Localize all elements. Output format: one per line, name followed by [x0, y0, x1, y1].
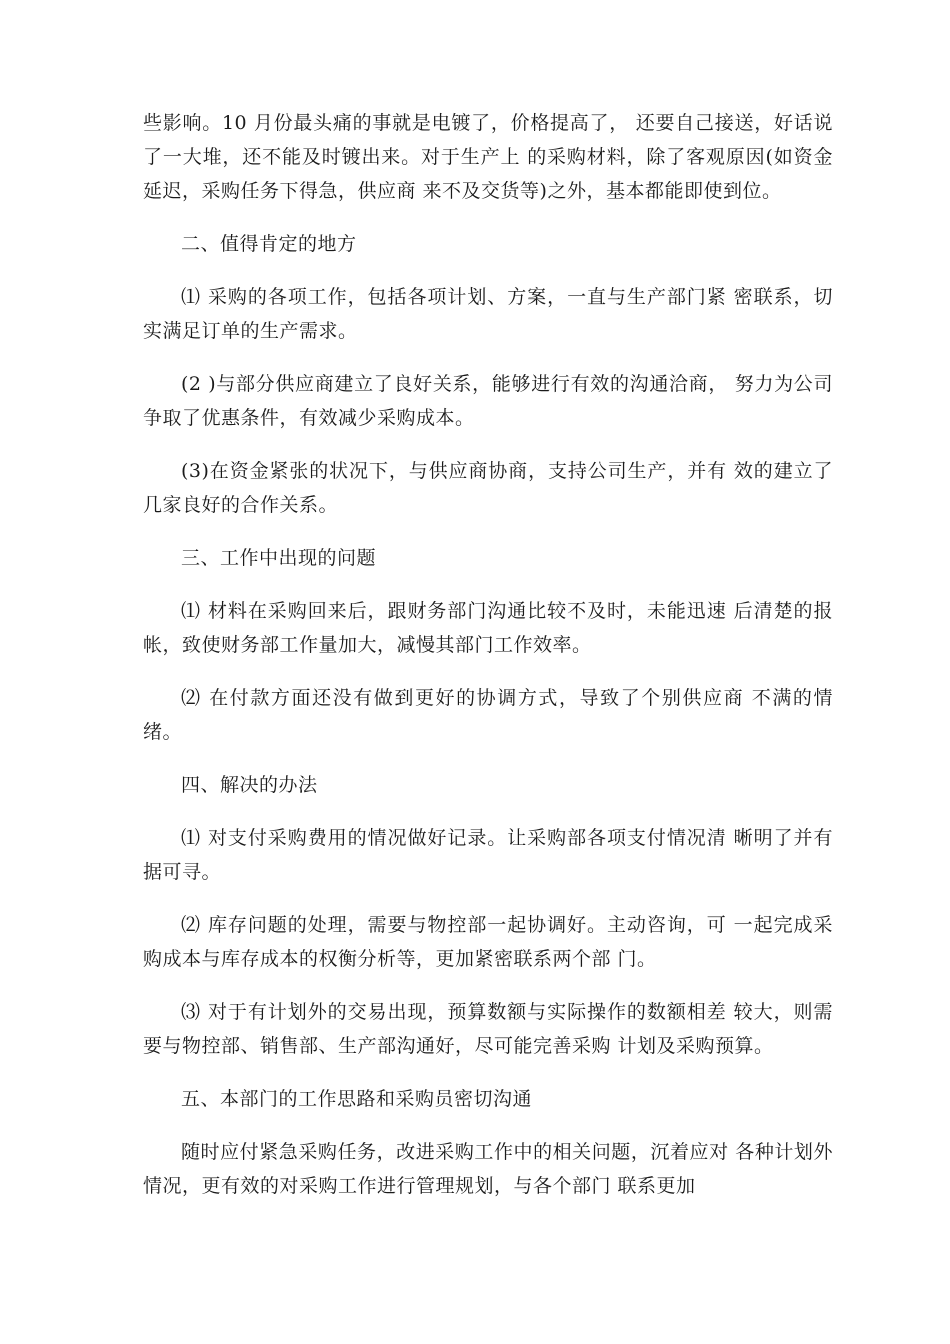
intro-paragraph: 些影响。10 月份最头痛的事就是电镀了，价格提高了， 还要自己接送，好话说了一大堆，还不能及时镀出来。对于生产上 的采购材料，除了客观原因(如资金延迟，采购任务下得急，供应商 来不及交货等)之外，基本都能即使到位。: [143, 112, 833, 202]
problem-item-1: ⑴ 材料在采购回来后，跟财务部门沟通比较不及时，未能迅速 后清楚的报帐，致使财务部工作量加大，减慢其部门工作效率。: [143, 600, 833, 656]
affirm-item-2: (2 )与部分供应商建立了良好关系，能够进行有效的沟通洽商， 努力为公司争取了优惠条件，有效减少采购成本。: [143, 373, 833, 429]
section-heading-solutions: 四、解决的办法: [181, 774, 318, 796]
section-heading-problems: 三、工作中出现的问题: [181, 547, 377, 569]
approach-paragraph: 随时应付紧急采购任务，改进采购工作中的相关问题，沉着应对 各种计划外情况，更有效的对采购工作进行管理规划，与各个部门 联系更加: [143, 1141, 833, 1197]
document-body: [143, 106, 833, 1222]
affirm-item-3: (3)在资金紧张的状况下，与供应商协商，支持公司生产，并有 效的建立了几家良好的合作关系。: [143, 460, 833, 516]
affirm-item-1: ⑴ 采购的各项工作，包括各项计划、方案，一直与生产部门紧 密联系，切实满足订单的生产需求。: [143, 286, 833, 342]
problem-item-2: ⑵ 在付款方面还没有做到更好的协调方式，导致了个别供应商 不满的情绪。: [143, 687, 833, 743]
section-heading-affirm: 二、值得肯定的地方: [181, 233, 357, 255]
section-heading-approach: 五、本部门的工作思路和采购员密切沟通: [181, 1088, 533, 1110]
solution-item-1: ⑴ 对支付采购费用的情况做好记录。让采购部各项支付情况清 晰明了并有据可寻。: [143, 827, 833, 883]
solution-item-3: ⑶ 对于有计划外的交易出现，预算数额与实际操作的数额相差 较大，则需要与物控部、销售部、生产部沟通好，尽可能完善采购 计划及采购预算。: [143, 1001, 833, 1057]
solution-item-2: ⑵ 库存问题的处理，需要与物控部一起协调好。主动咨询，可 一起完成采购成本与库存成本的权衡分析等，更加紧密联系两个部 门。: [143, 914, 833, 970]
